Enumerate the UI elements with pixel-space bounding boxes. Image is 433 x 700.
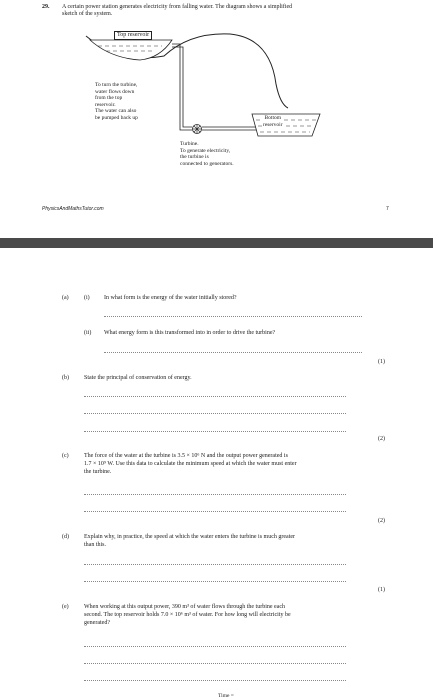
answer-line[interactable] [84,396,346,397]
answer-line[interactable] [84,413,346,414]
part-c-line1: The force of the water at the turbine is 3.5 × 10⁶ N and the output power generated is [84,453,288,459]
page-bottom [0,248,433,700]
part-d-line1: Explain why, in practice, the speed at which the water enters the turbine is much greater [84,534,296,540]
flow-note-line: To turn the turbine, [95,82,138,88]
turbine-note-line: Turbine. [180,141,199,147]
answer-line[interactable] [84,511,346,512]
part-c-marks: (2) [378,518,385,524]
part-d-line2: than this. [84,542,106,548]
part-c-label: (c) [62,453,69,459]
answer-line[interactable] [84,431,346,432]
flow-note-line: be pumped back up [95,114,138,121]
turbine-note-line: the turbine is [180,154,209,160]
part-e-line3: generated? [84,620,110,626]
part-b-marks: (2) [378,436,385,442]
top-reservoir-label: Top reservoir [114,31,152,40]
question-intro-line1: A certain power station generates electricity from falling water. The diagram shows a simplified [62,4,293,10]
part-c-line2: 1.7 × 10⁹ W. Use this data to calculate the minimum speed at which the water must enter [84,461,297,467]
flow-note-line: water flows down [95,88,135,95]
answer-line[interactable] [84,564,346,565]
page-top [0,0,433,238]
part-a-i-label: (i) [84,295,90,301]
part-e-label: (e) [62,604,69,610]
answer-line[interactable] [104,316,362,317]
turbine-note-line: To generate electricity, [180,147,231,154]
flow-note-line: reservoir. [95,101,116,108]
bottom-reservoir-label-line2: reservoir [263,121,283,128]
part-a-ii-question: What energy form is this transformed into in order to drive the turbine? [104,330,276,336]
part-e-time-label: Time = [218,693,234,699]
turbine-note-line: connected to generators. [180,160,234,167]
bottom-reservoir-label-line1: Bottom [264,115,282,121]
flow-note [95,82,138,121]
answer-line[interactable] [84,581,346,582]
bottom-reservoir-label [263,115,283,128]
answer-line[interactable] [84,663,346,664]
part-b-question: State the principal of conservation of energy. [84,375,192,381]
part-c-line3: the turbine. [84,469,112,475]
flow-note-line: The water can also [95,108,137,114]
turbine-note [180,141,234,167]
part-e-line1: When working at this output power, 390 m³ of water flows through the turbine each [84,604,286,610]
part-a-marks: (1) [378,359,385,365]
part-d-marks: (1) [378,587,385,593]
page-separator [0,238,433,248]
part-e-line2: second. The top reservoir holds 7.0 × 10⁶ m³ of water. For how long will electricity be [84,612,291,618]
part-d-label: (d) [62,534,69,540]
answer-line[interactable] [84,646,346,647]
part-a-ii-label: (ii) [84,330,92,336]
part-a-i-question: In what form is the energy of the water initially stored? [104,295,237,301]
part-a-label: (a) [62,295,69,301]
flow-note-line: from the top [95,95,123,101]
answer-line[interactable] [84,494,346,495]
answer-line[interactable] [104,352,362,353]
footer-page-number: 7 [386,206,389,212]
question-intro-line2: sketch of the system. [62,11,113,17]
answer-line[interactable] [84,680,346,681]
part-b-label: (b) [62,375,69,381]
footer-site: PhysicsAndMathsTutor.com [42,206,104,212]
question-number: 29. [42,4,50,10]
